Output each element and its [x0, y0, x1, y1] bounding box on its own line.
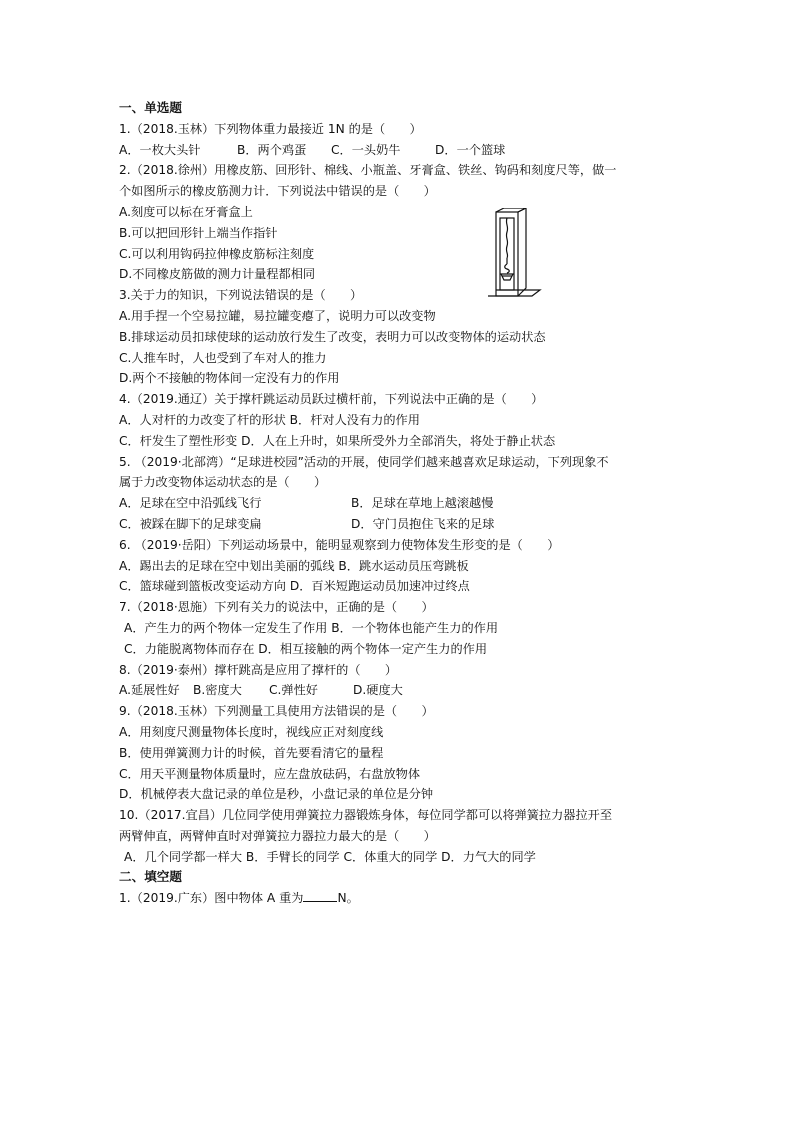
question-10-stem-line2: 两臂伸直，两臂伸直时对弹簧拉力器拉力最大的是（ ） [119, 828, 436, 843]
q8-option-b: B.密度大 [193, 683, 242, 698]
q3-option-a: A.用手捏一个空易拉罐，易拉罐变瘪了，说明力可以改变物 [119, 308, 436, 323]
section-heading-fill-blank: 二、填空题 [119, 869, 182, 885]
question-9-stem: 9.（2018.玉林）下列测量工具使用方法错误的是（ ） [119, 704, 434, 719]
q10-options: A．几个同学都一样大 B．手臂长的同学 C．体重大的同学 D．力气大的同学 [124, 849, 536, 864]
q8-option-c: C.弹性好 [269, 683, 318, 698]
question-8-stem: 8.（2019·泰州）撑杆跳高是应用了撑杆的（ ） [119, 662, 398, 677]
fill-question-1-unit: N。 [337, 891, 359, 906]
answer-blank [303, 888, 337, 902]
question-10-stem-line1: 10.（2017.宜昌）几位同学使用弹簧拉力器锻炼身体，每位同学都可以将弹簧拉力器拉开至 [119, 808, 613, 823]
question-4-stem: 4.（2019.通辽）关于撑杆跳运动员跃过横杆前，下列说法中正确的是（ ） [119, 392, 544, 407]
q4-options-cd: C．杆发生了塑性形变 D．人在上升时，如果所受外力全部消失，将处于静止状态 [119, 433, 556, 448]
q3-option-d: D.两个不接触的物体间一定没有力的作用 [119, 371, 340, 386]
q5-options-ab [119, 493, 689, 514]
q9-option-a: A．用刻度尺测量物体长度时，视线应正对刻度线 [119, 724, 384, 739]
q8-option-d: D.硬度大 [353, 683, 403, 698]
question-2-stem-line1: 2.（2018.徐州）用橡皮筋、回形针、棉线、小瓶盖、牙膏盒、铁丝、钩码和刻度尺等，做一 [119, 163, 617, 178]
question-5-stem-line1: 5. （2019·北部湾）“足球进校园”活动的开展，使同学们越来越喜欢足球运动，下列现象不 [119, 454, 609, 469]
q2-option-d: D.不同橡皮筋做的测力计量程都相同 [119, 267, 316, 282]
q3-option-b: B.排球运动员扣球使球的运动放行发生了改变，表明力可以改变物体的运动状态 [119, 329, 546, 344]
worksheet [119, 98, 689, 909]
q6-options-cd: C．篮球碰到篮板改变运动方向 D．百米短跑运动员加速冲过终点 [119, 579, 470, 594]
q1-option-d: D．一个篮球 [435, 142, 506, 157]
q1-option-a: A．一枚大头针 [119, 142, 201, 157]
question-3-stem: 3.关于力的知识，下列说法错误的是（ ） [119, 288, 363, 303]
q6-options-ab: A．踢出去的足球在空中划出美丽的弧线 B．跳水运动员压弯跳板 [119, 558, 469, 573]
q2-option-b: B.可以把回形针上端当作指针 [119, 225, 278, 240]
q8-option-a: A.延展性好 [119, 683, 180, 698]
q2-option-a: A.刻度可以标在牙膏盒上 [119, 204, 253, 219]
q5-option-b: B．足球在草地上越滚越慢 [351, 496, 494, 511]
fill-question-1-text: 1.（2019.广东）图中物体 A 重为 [119, 891, 304, 906]
question-1-stem: 1.（2018.玉林）下列物体重力最接近 1N 的是（ ） [119, 121, 422, 136]
q2-option-c: C.可以利用钩码拉伸橡皮筋标注刻度 [119, 246, 315, 261]
q1-option-b: B．两个鸡蛋 [237, 142, 307, 157]
fill-question-1 [119, 888, 689, 909]
section-heading-single-choice: 一、单选题 [119, 100, 182, 115]
question-6-stem: 6. （2019·岳阳）下列运动场景中，能明显观察到力使物体发生形变的是（ ） [119, 537, 560, 552]
q9-option-c: C．用天平测量物体质量时，应左盘放砝码，右盘放物体 [119, 766, 421, 781]
q5-option-c: C．被踩在脚下的足球变扁 [119, 516, 262, 531]
q7-options-cd: C．力能脱离物体而存在 D．相互接触的两个物体一定产生力的作用 [124, 641, 488, 656]
q4-options-ab: A．人对杆的力改变了杆的形状 B．杆对人没有力的作用 [119, 412, 420, 427]
q9-option-b: B．使用弹簧测力计的时候，首先要看清它的量程 [119, 745, 384, 760]
q3-option-c: C.人推车时，人也受到了车对人的推力 [119, 350, 327, 365]
question-1-options [119, 140, 689, 161]
q5-options-cd [119, 514, 689, 535]
q8-options [119, 680, 689, 701]
question-7-stem: 7.（2018·恩施）下列有关力的说法中，正确的是（ ） [119, 600, 434, 615]
q5-option-a: A．足球在空中沿弧线飞行 [119, 496, 262, 511]
q1-option-c: C．一头奶牛 [331, 142, 401, 157]
q9-option-d: D．机械停表大盘记录的单位是秒，小盘记录的单位是分钟 [119, 787, 434, 802]
question-2-stem-line2: 个如图所示的橡皮筋测力计．下列说法中错误的是（ ） [119, 184, 436, 199]
q7-options-ab: A．产生力的两个物体一定发生了作用 B．一个物体也能产生力的作用 [124, 620, 499, 635]
question-5-stem-line2: 属于力改变物体运动状态的是（ ） [119, 475, 327, 490]
q5-option-d: D．守门员抱住飞来的足球 [351, 516, 495, 531]
rubber-band-dynamometer-icon [474, 208, 546, 300]
